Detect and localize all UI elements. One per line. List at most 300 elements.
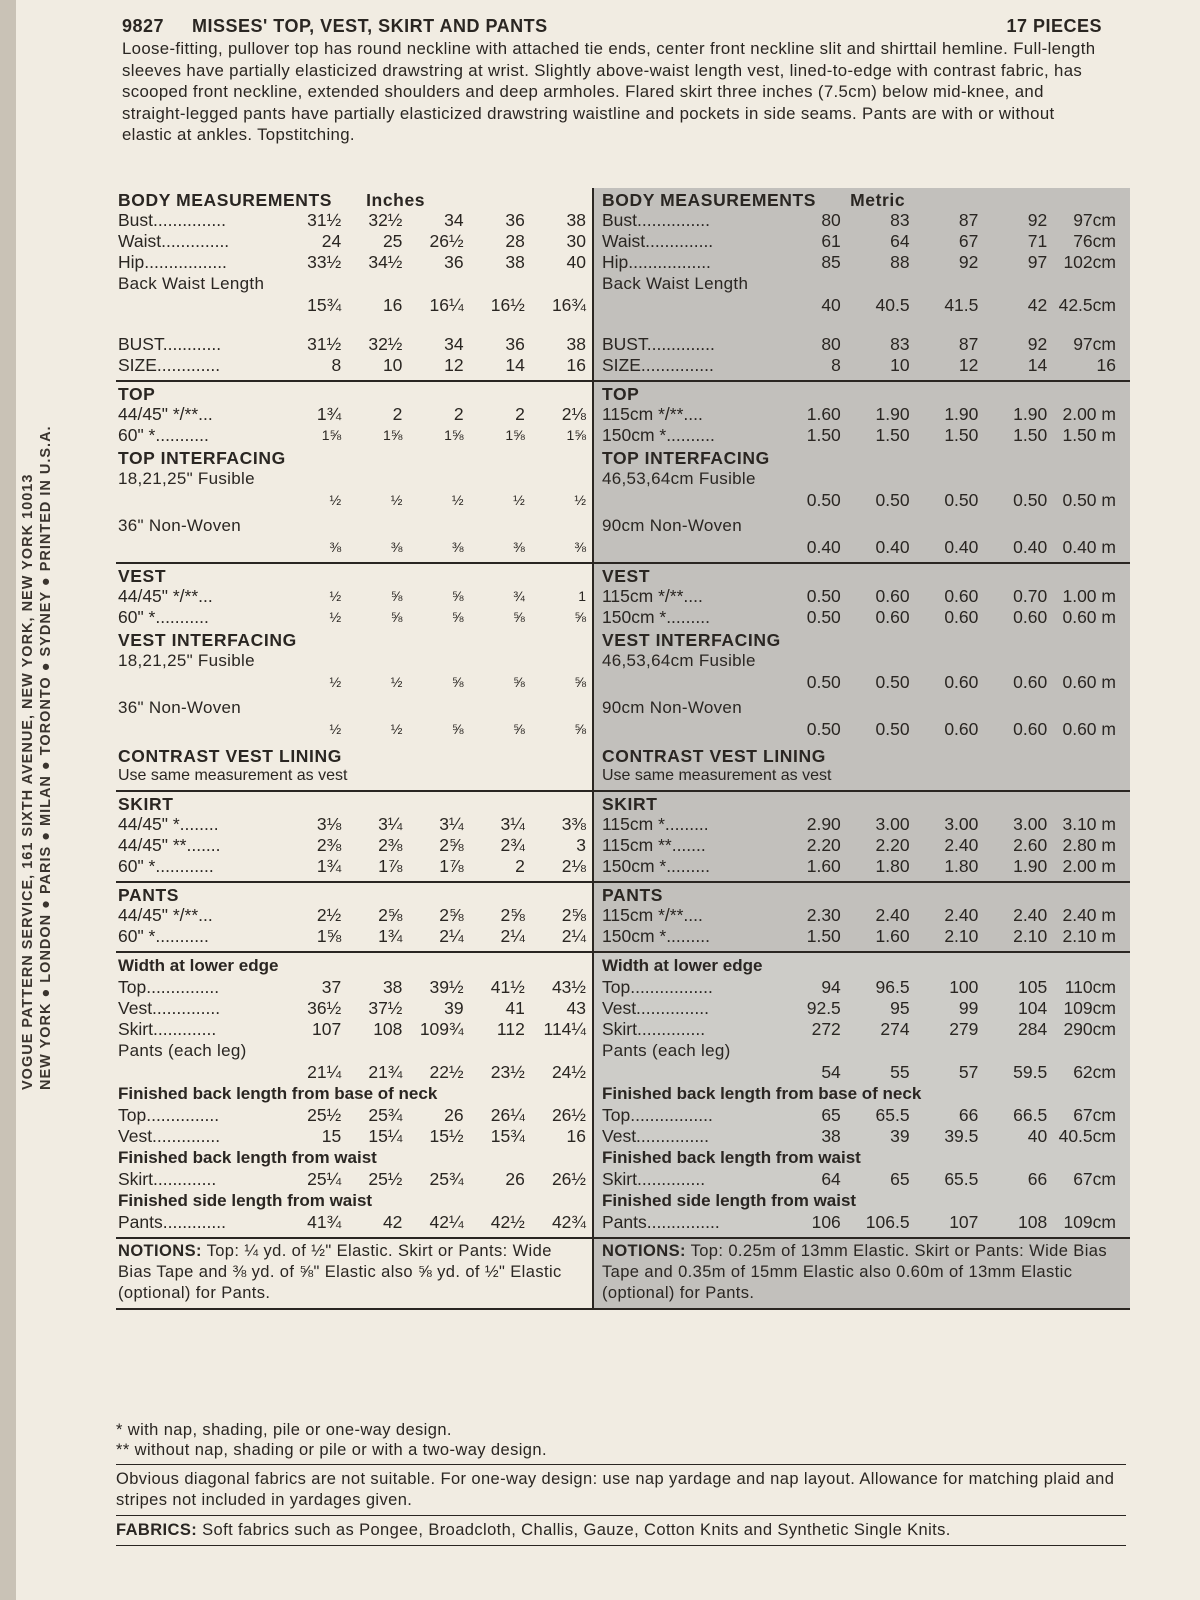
table-cell: ⅝ [390, 588, 403, 604]
section-pants [116, 881, 1130, 951]
table-cell: 25¼ [307, 1169, 342, 1189]
fabrics-text: Soft fabrics such as Pongee, Broadcloth, Challis, Gauze, Cotton Knits and Synthetic Single Knits. [202, 1521, 951, 1539]
table-cell: 2 [515, 404, 525, 424]
table-row [118, 404, 586, 425]
table-cell: 38 [566, 210, 587, 230]
row-label: 150cm *......... [602, 926, 710, 946]
table-cell: 1.90 [875, 404, 910, 424]
table-cell: 26½ [551, 1169, 587, 1189]
row-label: Bust............... [602, 210, 710, 230]
table-cell: 106 [811, 1212, 841, 1232]
table-row [602, 404, 1116, 425]
table-row [118, 856, 586, 877]
table-row [602, 425, 1116, 446]
table-cell: 40 [566, 252, 587, 272]
row-label: Back Waist Length [118, 274, 265, 293]
table-cell: 39½ [429, 977, 464, 997]
table-cell: 105 [1017, 977, 1048, 997]
table-cell: 40.5 [875, 295, 910, 315]
table-cell: 0.60 [875, 607, 910, 627]
table-cell: 67 [958, 231, 979, 251]
row-label: Skirt............. [118, 1019, 217, 1039]
table-row [118, 252, 586, 273]
table-cell: 102cm [1063, 252, 1116, 272]
table-cell: 42 [382, 1212, 403, 1232]
section-title: PANTS [118, 885, 180, 905]
table-cell: 2⅝ [500, 905, 525, 925]
table-cell: 42¾ [551, 1212, 587, 1232]
row-label: 60" *............ [118, 856, 214, 876]
section-vest [116, 562, 1130, 790]
table-cell: 1.90 [1013, 404, 1048, 424]
table-row [602, 1062, 1116, 1083]
table-cell: 2.10 [944, 926, 979, 946]
row-label: BUST............ [118, 334, 222, 354]
table-row [118, 231, 586, 252]
table-cell: ½ [390, 721, 403, 737]
table-cell: 1.80 [875, 856, 910, 876]
table-row [602, 355, 1116, 376]
table-cell: 39 [444, 998, 464, 1018]
table-cell: 92 [958, 252, 979, 272]
table-cell: 2.00 m [1062, 856, 1116, 876]
table-cell: 2.10 [1013, 926, 1048, 946]
table-cell: 1⅝ [566, 427, 587, 443]
table-cell: 36 [505, 210, 525, 230]
table-cell: 1⅝ [444, 427, 464, 443]
section-notions [116, 1237, 1130, 1310]
table-cell: 57 [958, 1062, 979, 1082]
table-cell: 38 [566, 334, 587, 354]
table-row [602, 231, 1116, 252]
table-cell: 15½ [429, 1126, 464, 1146]
table-cell: 0.40 [1013, 537, 1048, 557]
table-cell: 0.60 [1013, 719, 1048, 739]
table-cell: 92 [1027, 334, 1048, 354]
row-label: 60" *........... [118, 926, 209, 946]
table-cell: 97cm [1073, 334, 1116, 354]
table-row [602, 672, 1116, 693]
table-cell: 2 [392, 404, 403, 424]
table-row [602, 977, 1116, 998]
row-label: 150cm *.......... [602, 425, 715, 445]
table-cell: ⅝ [574, 674, 587, 690]
table-row [602, 719, 1116, 740]
table-cell: 12 [444, 355, 464, 375]
table-cell: 290cm [1063, 1019, 1116, 1039]
row-label: Hip................. [602, 252, 711, 272]
table-cell: ½ [329, 721, 342, 737]
unit-label: Metric [850, 190, 906, 210]
row-label: 60" *........... [118, 425, 209, 445]
fabric-note: Obvious diagonal fabrics are not suitable. For one-way design: use nap yardage and nap layout. Allowance for matching plaid and stripes not included in yardages given. [116, 1470, 1115, 1509]
table-cell: 36 [444, 252, 464, 272]
table-cell: 16 [566, 355, 587, 375]
table-cell: 109¾ [419, 1019, 464, 1039]
row-label: 36" Non-Woven [118, 516, 242, 535]
table-cell: 8 [831, 355, 841, 375]
row-label: 44/45" **....... [118, 835, 221, 855]
table-cell: 97 [1027, 252, 1048, 272]
row-label: 18,21,25" Fusible [118, 651, 255, 670]
table-row [118, 210, 586, 231]
table-row [118, 607, 586, 628]
table-cell: 0.60 [944, 586, 979, 606]
table-cell: 2⅛ [561, 404, 587, 424]
table-cell: 41¾ [307, 1212, 342, 1232]
table-cell: 43 [566, 998, 587, 1018]
section-title: Width at lower edge [118, 956, 279, 975]
table-cell: 1⅝ [382, 427, 403, 443]
table-cell: 14 [505, 355, 525, 375]
table-row [118, 586, 586, 607]
table-cell: 104 [1017, 998, 1048, 1018]
table-cell: 0.60 [944, 672, 979, 692]
pattern-header [122, 16, 1102, 146]
table-cell: 1⅞ [378, 856, 403, 876]
row-label: SIZE............. [118, 355, 221, 375]
table-cell: ⅝ [513, 721, 525, 737]
table-cell: ⅝ [451, 674, 464, 690]
table-row [118, 905, 586, 926]
table-cell: 25½ [307, 1105, 342, 1125]
pattern-description: Loose-fitting, pullover top has round neckline with attached tie ends, center front neckline slit and shirttail hemline. Full-length sleeves have partially elasticized drawstring at wrist. Slightly above-waist length vest, lined-to-edge with contrast fabric, has scooped front neckline, extended shoulders and deep armholes. Flared skirt three inches (7.5cm) below mid-knee, and straight-legged pants have partially elasticized drawstring waistline and pockets in side seams. Pants are with or without elastic at ankles. Topstitching. [122, 39, 1096, 144]
table-cell: 2.40 [1013, 905, 1048, 925]
table-row [118, 814, 586, 835]
row-label: Skirt.............. [602, 1019, 706, 1039]
table-cell: ½ [513, 492, 525, 508]
table-row [602, 210, 1116, 231]
footnote-nap: * with nap, shading, pile or one-way design. [116, 1421, 452, 1439]
table-cell: 2.40 [875, 905, 910, 925]
table-cell: 14 [1027, 355, 1048, 375]
table-cell: ⅜ [451, 539, 464, 555]
table-cell: 80 [821, 334, 841, 354]
row-label: Bust............... [118, 210, 226, 230]
table-cell: 41 [505, 998, 525, 1018]
table-cell: 66.5 [1013, 1105, 1048, 1125]
pattern-number: 9827 [122, 16, 165, 36]
table-cell: 62cm [1073, 1062, 1116, 1082]
table-cell: 34 [444, 210, 464, 230]
lining-note: Use same measurement as vest [118, 767, 348, 784]
table-row [118, 537, 586, 558]
table-row [602, 607, 1116, 628]
table-cell: 83 [890, 334, 910, 354]
table-row [602, 295, 1116, 316]
table-cell: 66 [958, 1105, 979, 1125]
table-cell: 94 [821, 977, 841, 997]
row-label: Top............... [118, 977, 220, 997]
section-title: TOP [602, 384, 640, 404]
section-title: Finished back length from waist [602, 1148, 861, 1167]
table-cell: 106.5 [865, 1212, 910, 1232]
section-title: Finished back length from waist [118, 1148, 377, 1167]
table-cell: 10 [890, 355, 910, 375]
table-cell: 0.60 [944, 719, 979, 739]
table-cell: 2.20 [875, 835, 910, 855]
section-title: TOP INTERFACING [118, 448, 286, 468]
table-cell: 0.60 [1013, 672, 1048, 692]
table-cell: 88 [890, 252, 910, 272]
table-cell: 3.10 m [1062, 814, 1116, 834]
table-cell: 99 [958, 998, 979, 1018]
table-cell: 100 [949, 977, 979, 997]
table-cell: 83 [890, 210, 910, 230]
table-row [602, 252, 1116, 273]
table-cell: 2¼ [439, 926, 464, 946]
table-cell: 0.50 [806, 586, 841, 606]
section-title: TOP INTERFACING [602, 448, 770, 468]
table-cell: ½ [329, 588, 342, 604]
table-row [602, 490, 1116, 511]
table-cell: 96.5 [875, 977, 910, 997]
table-cell: ⅝ [513, 609, 525, 625]
row-label: 44/45" */**... [118, 905, 213, 925]
table-cell: 30 [566, 231, 587, 251]
table-cell: 2⅝ [561, 905, 587, 925]
table-cell: 36½ [307, 998, 342, 1018]
table-row [602, 926, 1116, 947]
table-cell: 0.60 [875, 586, 910, 606]
table-cell: 274 [880, 1019, 910, 1039]
table-row [118, 926, 586, 947]
table-cell: 0.50 [806, 607, 841, 627]
section-title: Width at lower edge [602, 956, 763, 975]
table-cell: 39 [890, 1126, 910, 1146]
table-cell: 39.5 [944, 1126, 979, 1146]
piece-count: 17 PIECES [1006, 16, 1102, 36]
table-cell: 1.50 [875, 425, 910, 445]
table-row [602, 835, 1116, 856]
table-cell: 80 [821, 210, 841, 230]
table-cell: 38 [505, 252, 525, 272]
body-measurements-title: BODY MEASUREMENTS [602, 190, 817, 210]
table-cell: 37 [321, 977, 342, 997]
table-cell: 15¾ [307, 295, 342, 315]
table-row [118, 425, 586, 446]
table-cell: ½ [390, 674, 403, 690]
table-cell: 114¼ [543, 1019, 587, 1039]
table-cell: 41½ [490, 977, 525, 997]
table-cell: 1.50 m [1062, 425, 1116, 445]
table-cell: 1.90 [1013, 856, 1048, 876]
table-row [118, 490, 586, 511]
table-cell: 2.40 [944, 905, 979, 925]
table-cell: 3 [576, 835, 587, 855]
table-cell: 59.5 [1013, 1062, 1048, 1082]
table-cell: 64 [890, 231, 910, 251]
table-cell: 1¾ [316, 856, 342, 876]
table-cell: 2¼ [561, 926, 587, 946]
row-label: SIZE............... [602, 355, 714, 375]
table-cell: ⅜ [390, 539, 403, 555]
table-cell: 92 [1027, 210, 1048, 230]
table-cell: 26½ [429, 231, 464, 251]
table-row [602, 334, 1116, 355]
section-title: VEST [602, 566, 651, 586]
section-title: Finished side length from waist [602, 1191, 857, 1210]
table-cell: 1⅝ [321, 427, 342, 443]
table-cell: 0.50 [875, 672, 910, 692]
table-cell: 2.80 m [1062, 835, 1116, 855]
table-cell: 2⅝ [378, 905, 403, 925]
table-row [602, 1105, 1116, 1126]
envelope-edge [0, 0, 16, 1600]
table-cell: 2.40 m [1062, 905, 1116, 925]
notions-text: Top: 0.25m of 13mm Elastic. Skirt or Pants: Wide Bias Tape and 0.35m of 15mm Elastic also 0.60m of 13mm Elastic (optional) for Pants. [602, 1242, 1107, 1302]
section-body-measurements [116, 188, 1130, 380]
section-title: CONTRAST VEST LINING [602, 746, 826, 766]
section-title: Finished back length from base of neck [118, 1084, 438, 1103]
row-label: 44/45" *........ [118, 814, 219, 834]
section-title: CONTRAST VEST LINING [118, 746, 342, 766]
table-cell: 34 [444, 334, 464, 354]
table-cell: 0.50 m [1062, 490, 1116, 510]
table-cell: 10 [382, 355, 403, 375]
table-cell: 1.50 [1013, 425, 1048, 445]
table-cell: ⅝ [513, 674, 525, 690]
table-cell: 0.40 m [1062, 537, 1116, 557]
section-title: PANTS [602, 885, 664, 905]
table-cell: 24 [321, 231, 342, 251]
fabrics-label: FABRICS: [116, 1521, 198, 1539]
row-label: Vest............... [602, 1126, 709, 1146]
table-cell: 92.5 [806, 998, 841, 1018]
table-cell: 0.50 [1013, 490, 1048, 510]
notions-label: NOTIONS: [602, 1242, 686, 1260]
row-label: Top............... [118, 1105, 220, 1125]
row-label: Waist.............. [602, 231, 714, 251]
table-cell: ⅜ [574, 539, 587, 555]
table-cell: 16¼ [429, 295, 464, 315]
table-cell: ⅜ [329, 539, 342, 555]
unit-label: Inches [366, 190, 426, 210]
table-cell: 2.90 [806, 814, 841, 834]
table-cell: ½ [329, 674, 342, 690]
row-label: 115cm */**.... [602, 404, 703, 424]
notions-text: Top: ¼ yd. of ½" Elastic. Skirt or Pants: Wide Bias Tape and ⅜ yd. of ⅝" Elastic also ⅝ yd. of ½" Elastic (optional) for Pants. [118, 1242, 562, 1302]
table-cell: 109cm [1063, 998, 1116, 1018]
table-row [118, 719, 586, 740]
table-cell: 1⅞ [439, 856, 464, 876]
row-label: 115cm */**.... [602, 586, 703, 606]
table-cell: 65.5 [944, 1169, 979, 1189]
table-cell: 32½ [368, 210, 403, 230]
table-cell: 1.60 [806, 856, 841, 876]
table-row [602, 998, 1116, 1019]
table-cell: 2½ [316, 905, 342, 925]
table-cell: 40.5cm [1058, 1126, 1116, 1146]
table-cell: 31½ [307, 334, 342, 354]
table-cell: 1.50 [806, 926, 841, 946]
section-title: VEST INTERFACING [118, 630, 297, 650]
table-cell: 0.60 m [1062, 719, 1116, 739]
table-cell: 15 [321, 1126, 342, 1146]
row-label: 115cm *......... [602, 814, 709, 834]
pattern-title: MISSES' TOP, VEST, SKIRT AND PANTS [192, 16, 548, 36]
table-cell: 0.50 [806, 719, 841, 739]
row-label: 150cm *......... [602, 856, 710, 876]
table-cell: 1¾ [378, 926, 403, 946]
section-skirt [116, 790, 1130, 881]
table-cell: 284 [1017, 1019, 1048, 1039]
row-label: BUST.............. [602, 334, 715, 354]
table-cell: 2⅜ [316, 835, 342, 855]
table-cell: 108 [1017, 1212, 1048, 1232]
table-cell: 8 [331, 355, 342, 375]
table-cell: 65 [821, 1105, 841, 1125]
body-measurements-title: BODY MEASUREMENTS [118, 190, 333, 210]
table-cell: 0.40 [875, 537, 910, 557]
table-cell: 97cm [1073, 210, 1116, 230]
table-cell: 32½ [368, 334, 403, 354]
table-row [602, 537, 1116, 558]
row-label: Pants............. [118, 1212, 226, 1232]
table-cell: 34½ [368, 252, 403, 272]
table-cell: 3¼ [439, 814, 464, 834]
table-cell: 65.5 [875, 1105, 910, 1125]
table-cell: 0.50 [944, 490, 979, 510]
table-row [118, 1212, 586, 1233]
table-cell: ¾ [513, 588, 525, 604]
metric-column [594, 188, 1130, 380]
publisher-address: VOGUE PATTERN SERVICE, 161 SIXTH AVENUE, NEW YORK, NEW YORK 10013 [20, 473, 36, 1090]
table-cell: 3¼ [500, 814, 525, 834]
table-cell: ⅝ [451, 609, 464, 625]
table-cell: 3⅜ [561, 814, 587, 834]
table-row [118, 672, 586, 693]
table-cell: 2⅜ [378, 835, 403, 855]
table-row [602, 586, 1116, 607]
row-label: Skirt.............. [602, 1169, 706, 1189]
table-cell: 40 [1027, 1126, 1048, 1146]
section-title: TOP [118, 384, 156, 404]
table-cell: 1.50 [806, 425, 841, 445]
row-label: 18,21,25" Fusible [118, 469, 255, 488]
table-cell: ⅝ [390, 609, 403, 625]
table-cell: 2¾ [500, 835, 525, 855]
table-cell: 38 [382, 977, 403, 997]
table-cell: 71 [1027, 231, 1048, 251]
table-row [118, 1019, 586, 1040]
row-label: Skirt............. [118, 1169, 217, 1189]
table-cell: ⅝ [574, 721, 587, 737]
table-cell: 26 [444, 1105, 464, 1125]
table-row [118, 1105, 586, 1126]
table-row [602, 905, 1116, 926]
table-cell: 22½ [429, 1062, 464, 1082]
table-cell: 0.50 [806, 490, 841, 510]
row-label: Pants (each leg) [602, 1041, 731, 1060]
table-cell: 0.70 [1013, 586, 1048, 606]
table-cell: ½ [390, 492, 403, 508]
row-label: 150cm *......... [602, 607, 710, 627]
row-label: Waist.............. [118, 231, 230, 251]
footnote-without-nap: ** without nap, shading or pile or with a two-way design. [116, 1441, 547, 1459]
row-label: Top................. [602, 1105, 713, 1125]
row-label: Top................. [602, 977, 713, 997]
table-cell: ⅝ [451, 588, 464, 604]
table-cell: 107 [949, 1212, 979, 1232]
table-cell: 67cm [1073, 1169, 1116, 1189]
table-cell: 21¼ [307, 1062, 342, 1082]
table-cell: 2 [453, 404, 464, 424]
row-label: Hip................. [118, 252, 227, 272]
table-cell: 0.50 [875, 490, 910, 510]
row-label: 90cm Non-Woven [602, 516, 742, 535]
table-cell: 1.60 [806, 404, 841, 424]
